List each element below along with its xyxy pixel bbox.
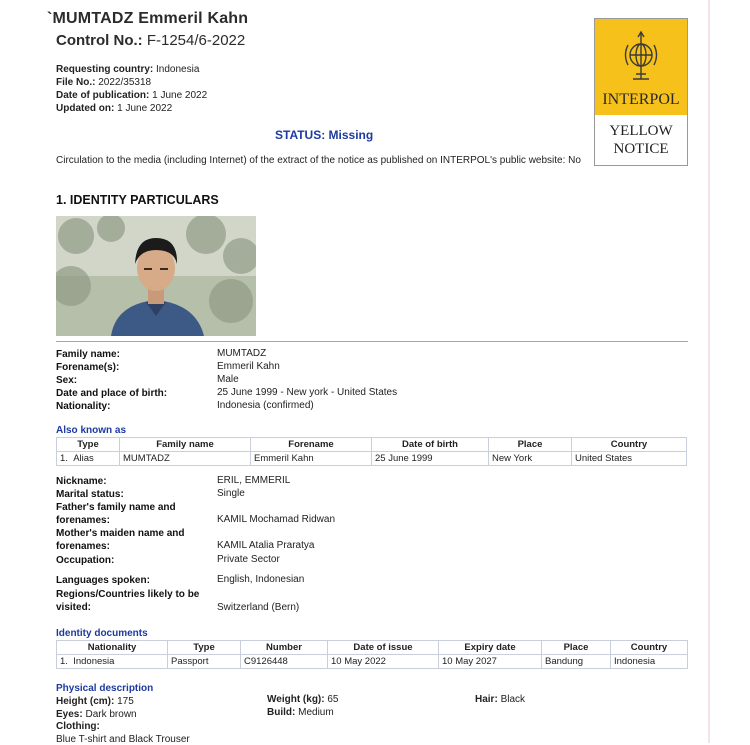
identity-value: Emmeril Kahn bbox=[217, 361, 280, 372]
identity-label: Sex: bbox=[56, 375, 78, 386]
documents-header-row bbox=[57, 641, 688, 655]
interpol-emblem-icon bbox=[619, 29, 663, 87]
doc-cell-place: Bandung bbox=[542, 655, 611, 669]
clothing-value: Blue T-shirt and Black Trouser bbox=[56, 734, 190, 745]
aka-cell-place: New York bbox=[489, 452, 572, 466]
aka-col-place: Place bbox=[489, 438, 572, 452]
eyes-field: Eyes: Dark brown bbox=[56, 709, 137, 720]
aka-table bbox=[56, 437, 687, 466]
aka-cell-forename: Emmeril Kahn bbox=[251, 452, 372, 466]
identity-value: 25 June 1999 - New york - United States bbox=[217, 387, 398, 398]
physical-title: Physical description bbox=[56, 683, 154, 694]
aka-col-forename: Forename bbox=[251, 438, 372, 452]
identity-value: Male bbox=[217, 374, 239, 385]
circulation-note: Circulation to the media (including Internet) of the extract of the notice as published on INTERPOL's public website: No bbox=[56, 155, 581, 166]
identity-label: Family name: bbox=[56, 349, 120, 360]
doc-cell-issue: 10 May 2022 bbox=[328, 655, 439, 669]
detail-value: KAMIL Mochamad Ridwan bbox=[217, 514, 336, 525]
identity-label: Forename(s): bbox=[56, 362, 120, 373]
updated-date: Updated on: 1 June 2022 bbox=[56, 103, 173, 114]
detail-value: ERIL, EMMERIL bbox=[217, 475, 291, 486]
doc-col-issue: Date of issue bbox=[328, 641, 439, 655]
detail-value: Private Sector bbox=[217, 554, 280, 565]
doc-cell-expiry: 10 May 2027 bbox=[439, 655, 542, 669]
doc-cell-number: C9126448 bbox=[241, 655, 328, 669]
doc-col-nationality: Nationality bbox=[57, 641, 168, 655]
detail-label: Mother's maiden name and forenames: bbox=[56, 528, 185, 552]
control-number bbox=[56, 32, 245, 49]
height-field: Height (cm): 175 bbox=[56, 696, 134, 707]
identity-label: Nationality: bbox=[56, 401, 111, 412]
aka-col-type: Type bbox=[57, 438, 120, 452]
doc-col-type: Type bbox=[168, 641, 241, 655]
doc-cell-type: Passport bbox=[168, 655, 241, 669]
aka-header-row bbox=[57, 438, 687, 452]
detail-label: Regions/Countries likely to be visited: bbox=[56, 589, 200, 613]
aka-cell-dob: 25 June 1999 bbox=[372, 452, 489, 466]
badge-line-yellow: YELLOW bbox=[609, 123, 673, 139]
page-edge bbox=[708, 0, 710, 743]
control-label: Control No.: bbox=[56, 32, 143, 49]
aka-title: Also known as bbox=[56, 425, 127, 436]
doc-col-number: Number bbox=[241, 641, 328, 655]
identity-label: Date and place of birth: bbox=[56, 388, 168, 399]
detail-label: Marital status: bbox=[56, 489, 124, 500]
documents-title: Identity documents bbox=[56, 628, 148, 639]
status-label: STATUS: Missing bbox=[275, 128, 374, 142]
aka-col-dob: Date of birth bbox=[372, 438, 489, 452]
requesting-country: Requesting country: Indonesia bbox=[56, 64, 200, 75]
person-photo bbox=[56, 216, 256, 336]
badge-line-notice: NOTICE bbox=[613, 141, 669, 157]
yellow-notice-badge bbox=[594, 18, 688, 166]
doc-col-expiry: Expiry date bbox=[439, 641, 542, 655]
doc-cell-country: Indonesia bbox=[611, 655, 688, 669]
aka-col-country: Country bbox=[572, 438, 687, 452]
table-row bbox=[57, 655, 688, 669]
detail-value: Single bbox=[217, 488, 245, 499]
aka-col-family: Family name bbox=[120, 438, 251, 452]
detail-label: Occupation: bbox=[56, 555, 115, 566]
divider-line bbox=[56, 341, 688, 342]
publication-date: Date of publication: 1 June 2022 bbox=[56, 90, 208, 101]
control-value: F-1254/6-2022 bbox=[146, 32, 246, 49]
doc-col-country: Country bbox=[611, 641, 688, 655]
doc-cell-nationality: 1. Indonesia bbox=[57, 655, 168, 669]
section-title: 1. IDENTITY PARTICULARS bbox=[56, 193, 219, 207]
weight-field: Weight (kg): 65 bbox=[267, 694, 339, 705]
badge-org-name: INTERPOL bbox=[602, 91, 680, 108]
doc-col-place: Place bbox=[542, 641, 611, 655]
detail-value: English, Indonesian bbox=[217, 574, 305, 585]
build-field: Build: Medium bbox=[267, 707, 334, 718]
aka-cell-family: MUMTADZ bbox=[120, 452, 251, 466]
detail-label: Father's family name and forenames: bbox=[56, 502, 176, 526]
clothing-label: Clothing: bbox=[56, 721, 100, 732]
identity-value: MUMTADZ bbox=[217, 348, 267, 359]
aka-cell-country: United States bbox=[572, 452, 687, 466]
person-name-title: `MUMTADZ Emmeril Kahn bbox=[47, 10, 249, 27]
hair-field: Hair: Black bbox=[475, 694, 526, 705]
detail-label: Nickname: bbox=[56, 476, 107, 487]
aka-cell-type: 1. Alias bbox=[57, 452, 120, 466]
documents-table bbox=[56, 640, 688, 669]
table-row bbox=[57, 452, 687, 466]
file-number: File No.: 2022/35318 bbox=[56, 77, 152, 88]
identity-value: Indonesia (confirmed) bbox=[217, 400, 314, 411]
detail-value: KAMIL Atalia Praratya bbox=[217, 540, 315, 551]
detail-label: Languages spoken: bbox=[56, 575, 150, 586]
detail-value: Switzerland (Bern) bbox=[217, 602, 300, 613]
